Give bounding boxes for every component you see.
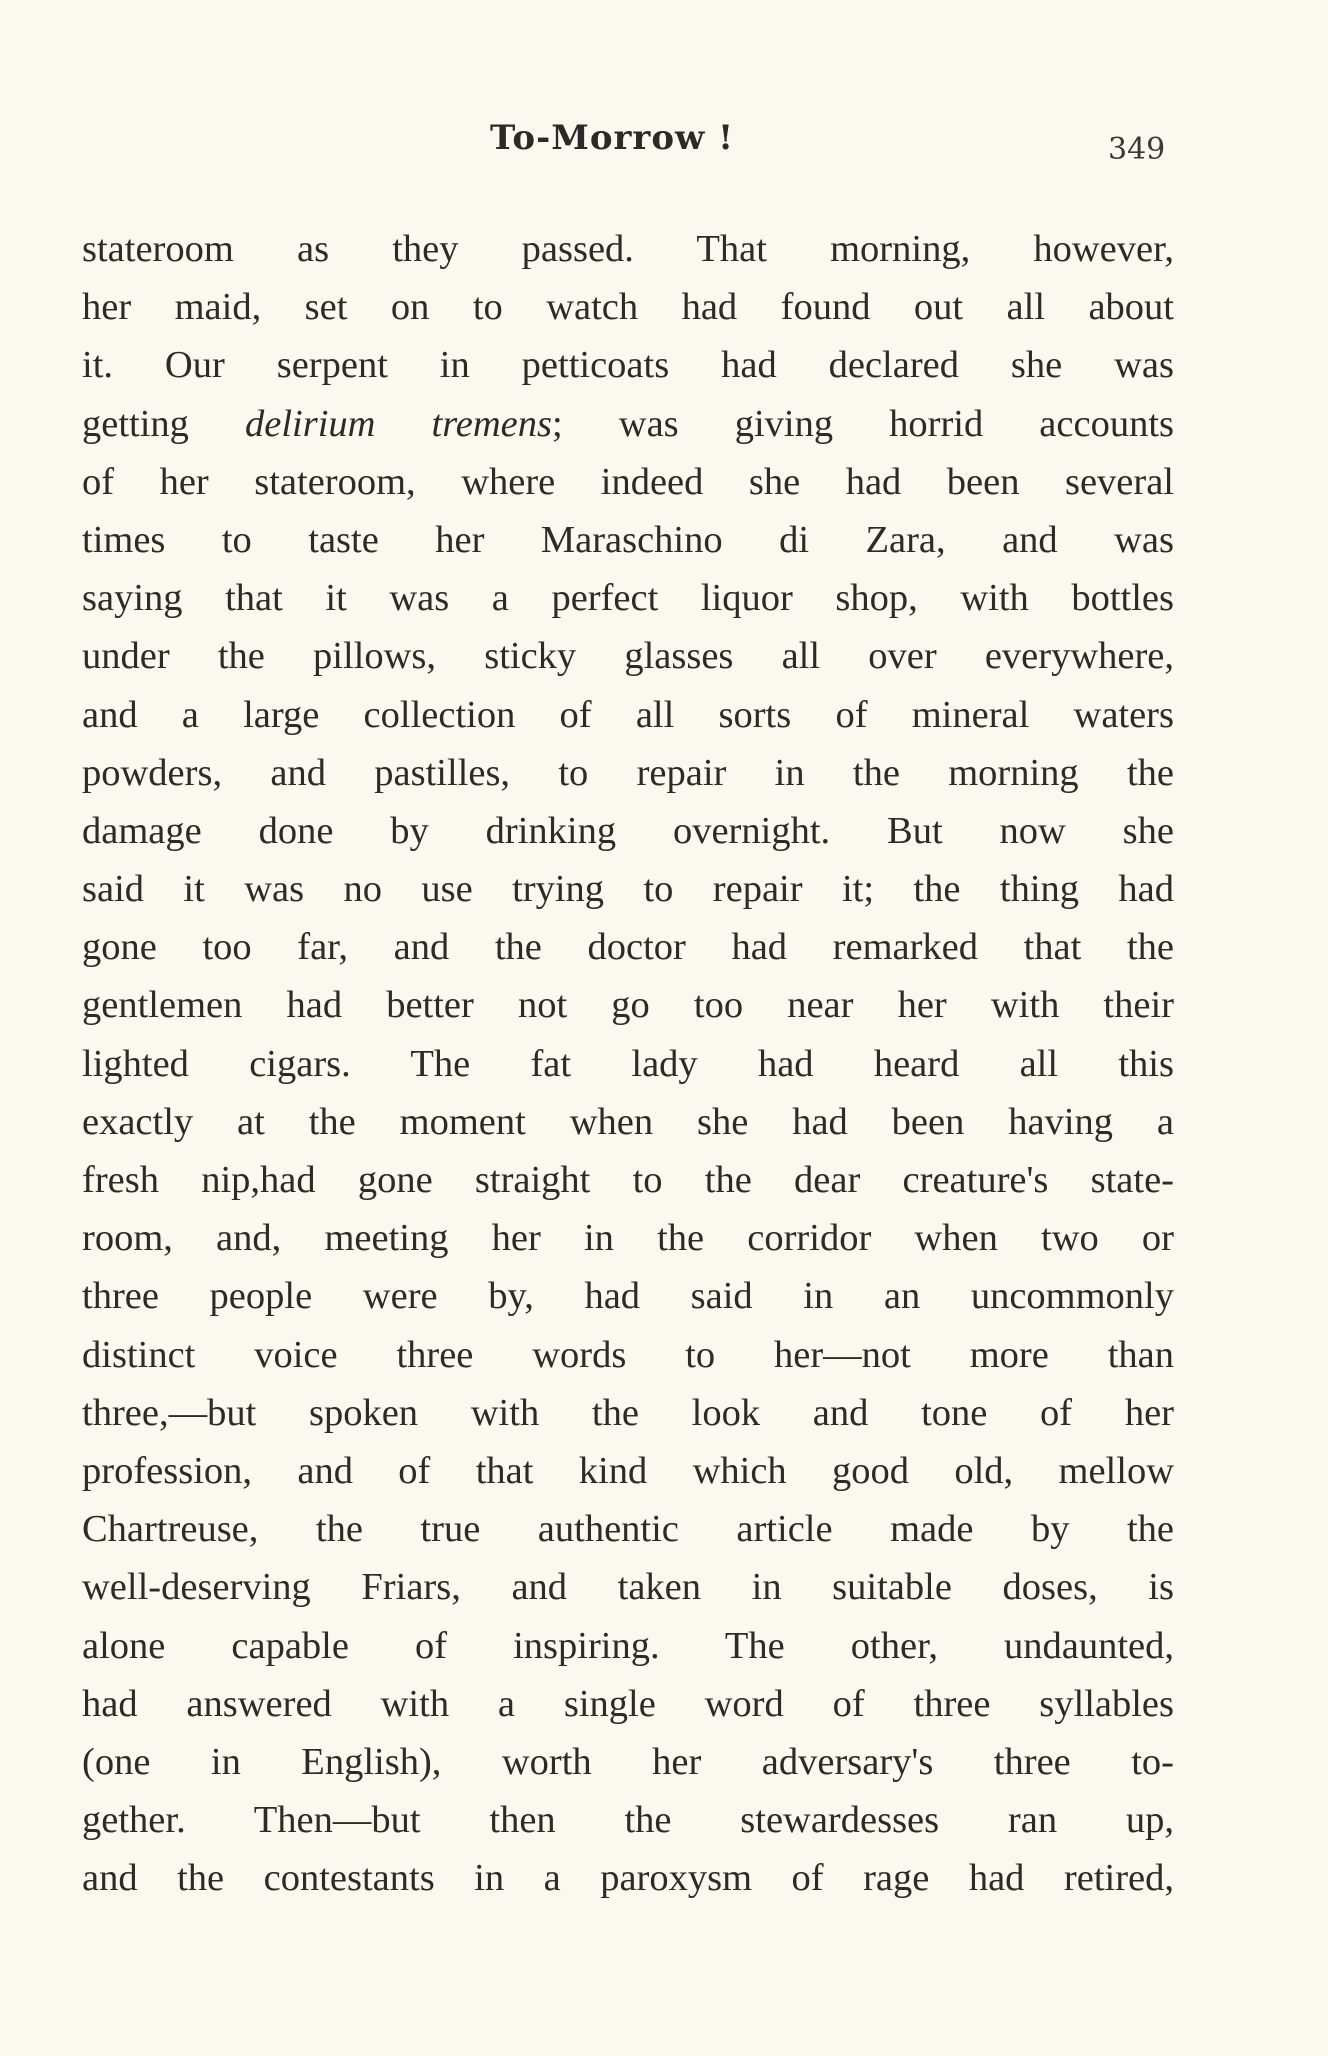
text-line: lighted cigars. The fat lady had heard all this [82, 1042, 1174, 1085]
text-line: had answered with a single word of three syllables [82, 1682, 1174, 1725]
text-line: gentlemen had better not go too near her with their [82, 984, 1174, 1027]
italic-phrase: delirium tremens [245, 402, 552, 445]
text-line: times to taste her Maraschino di Zara, and was [82, 518, 1174, 561]
text-fragment: getting [82, 402, 189, 445]
text-line-italic-phrase [82, 395, 1174, 453]
text-line: under the pillows, sticky glasses all over everywhere, [82, 635, 1174, 678]
body-text [82, 220, 1174, 1907]
text-line: it. Our serpent in petticoats had declared she was [82, 344, 1174, 387]
text-line: three people were by, had said in an uncommonly [82, 1275, 1174, 1318]
text-line: well-deserving Friars, and taken in suitable doses, is [82, 1566, 1174, 1609]
text-line: and the contestants in a paroxysm of rage had retired, [82, 1857, 1174, 1900]
text-line: saying that it was a perfect liquor shop, with bottles [82, 577, 1174, 620]
text-line: gether. Then—but then the stewardesses ran up, [82, 1799, 1174, 1842]
page-number: 349 [1108, 132, 1166, 167]
text-line: of her stateroom, where indeed she had been several [82, 460, 1174, 503]
text-line: room, and, meeting her in the corridor when two or [82, 1217, 1174, 1260]
text-line: alone capable of inspiring. The other, undaunted, [82, 1624, 1174, 1667]
text-line: exactly at the moment when she had been having a [82, 1100, 1174, 1143]
text-line: damage done by drinking overnight. But now she [82, 809, 1174, 852]
text-line: three,—but spoken with the look and tone of her [82, 1391, 1174, 1434]
text-line: profession, and of that kind which good old, mellow [82, 1449, 1174, 1492]
running-head [0, 118, 1328, 178]
text-line: (one in English), worth her adversary's three to- [82, 1740, 1174, 1783]
text-line: Chartreuse, the true authentic article made by the [82, 1508, 1174, 1551]
text-fragment: ; was giving horrid accounts [552, 402, 1174, 445]
text-line: stateroom as they passed. That morning, however, [82, 228, 1174, 270]
running-title: To-Morrow ! [490, 118, 735, 158]
text-line: and a large collection of all sorts of mineral waters [82, 693, 1174, 736]
text-line: her maid, set on to watch had found out all about [82, 286, 1174, 329]
text-line: distinct voice three words to her—not more than [82, 1333, 1174, 1376]
text-line: said it was no use trying to repair it; the thing had [82, 868, 1174, 911]
text-line: fresh nip,had gone straight to the dear creature's state- [82, 1159, 1174, 1201]
text-line: powders, and pastilles, to repair in the morning the [82, 751, 1174, 794]
text-line: gone too far, and the doctor had remarked that the [82, 926, 1174, 969]
